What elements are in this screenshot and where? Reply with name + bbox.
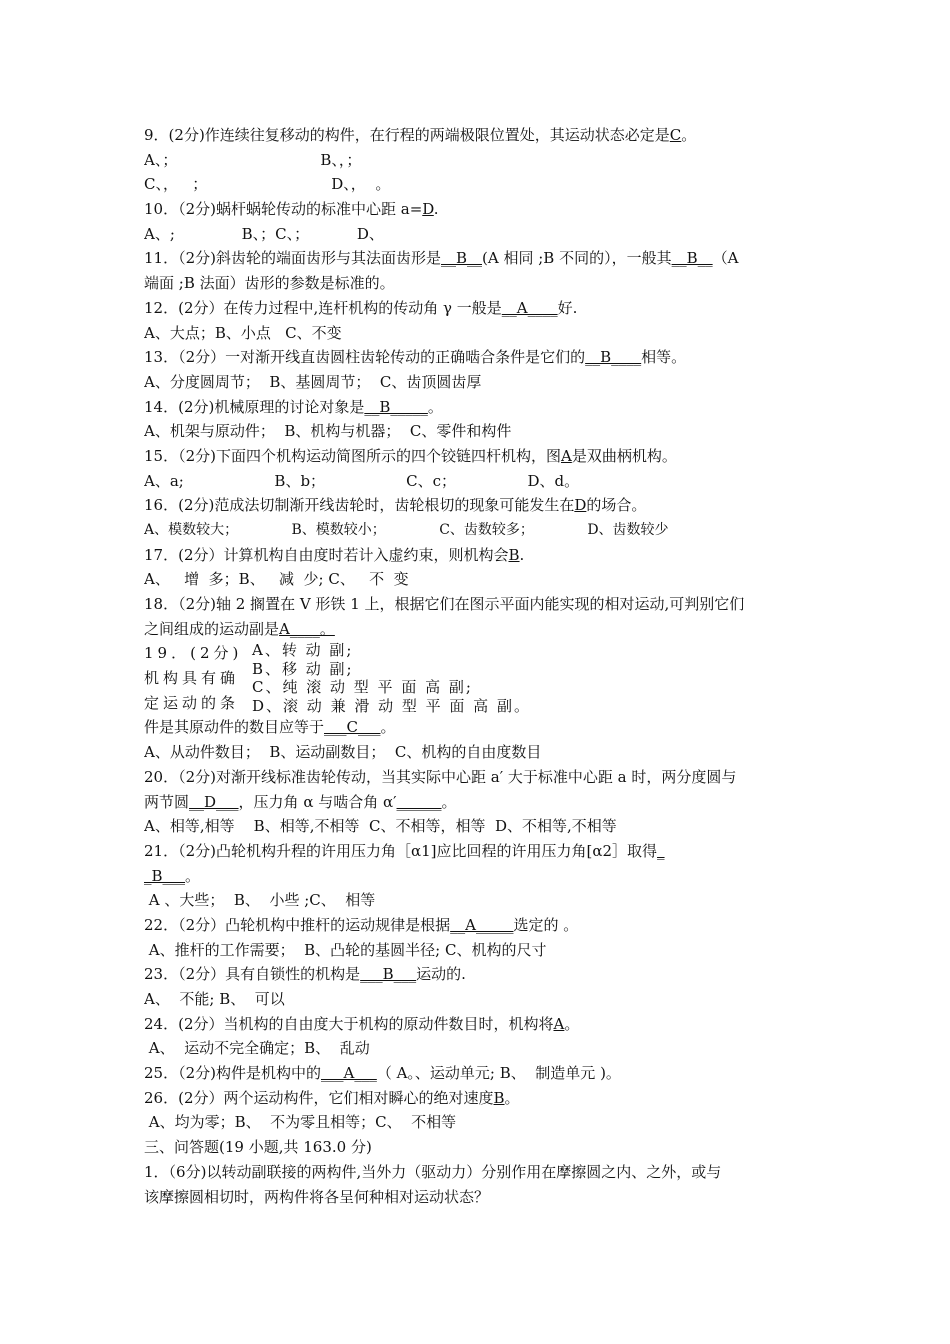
q20-text-cont — [144, 790, 814, 815]
q19-answer: ___C___ — [324, 718, 381, 737]
q19-end: 。 — [380, 718, 396, 737]
q12-stem: 12．(2分）在传力过程中,连杆机构的传动角 γ 一般是 — [144, 298, 502, 317]
q26-options: A、均为零；B、 不为零且相等；C、 不相等 — [144, 1113, 457, 1132]
q18-text: 18．（2分)轴 2 搁置在 V 形铁 1 上，根据它们在图示平面内能实现的相对运动,可判别它们 — [144, 595, 745, 614]
q11-mid: (A 相同 ;B 不同的），一般其 — [482, 249, 672, 268]
q25-answer: ___A___ — [320, 1064, 377, 1083]
q19-text-cont — [144, 715, 814, 740]
q21-options: A 、大些； B、 小些 ;C、 相等 — [144, 891, 376, 910]
q21-blank-start: _ — [657, 841, 665, 860]
q18-text-cont — [144, 617, 814, 642]
q11-end: （A — [712, 249, 739, 268]
q23-text — [144, 962, 814, 987]
q11-answer-1: __B__ — [440, 249, 483, 268]
q20-mid: ，压力角 α 与啮合角 α′ — [238, 792, 397, 811]
q13-stem: 13．（2分）一对渐开线直齿圆柱齿轮传动的正确啮合条件是它们的 — [144, 348, 586, 367]
q21-text-cont — [144, 864, 814, 889]
q25-text — [144, 1061, 814, 1086]
q9-answer: C — [669, 126, 682, 144]
document-page — [144, 123, 814, 1209]
q12-answer: __A____ — [501, 298, 558, 317]
q25-end: （ A。、运动单元; B、 制造单元 )。 — [376, 1064, 621, 1083]
q11-stem: 11．（2分)斜齿轮的端面齿形与其法面齿形是 — [144, 249, 441, 268]
q25-stem: 25．（2分)构件是机构中的 — [144, 1064, 321, 1083]
q20-answer-1: __D___ — [189, 792, 239, 811]
q11-text — [144, 246, 814, 271]
q12-end: 好. — [557, 298, 578, 317]
q13-answer: __B____ — [585, 348, 642, 367]
q22-answer: __A_____ — [450, 915, 514, 934]
q14-stem: 14．(2分)机械原理的讨论对象是 — [144, 397, 365, 416]
section-heading: 三、问答题(19 小题,共 163.0 分) — [144, 1138, 372, 1157]
q19-block — [144, 641, 814, 715]
q15-text — [144, 444, 814, 469]
q15-options: A、a; B、b； C、c； D、d。 — [144, 471, 580, 490]
q13-end: 相等。 — [641, 348, 687, 367]
q18-answer: A____。 — [279, 619, 335, 638]
q9-options-1: A、； B、，； — [144, 150, 362, 169]
q19-answer-options: A、从动件数目； B、运动副数目； C、机构的自由度数目 — [144, 743, 542, 762]
q16-answer: D — [574, 496, 587, 515]
q9-end: 。 — [681, 126, 697, 144]
q13-options: A、分度圆周节； B、基圆周节； C、齿顶圆齿厚 — [144, 372, 482, 391]
q23-options: A、 不能; B、 可以 — [144, 990, 285, 1008]
q22-options: A、推杆的工作需要； B、凸轮的基圆半径; C、机构的尺寸 — [144, 940, 547, 959]
q10-text — [144, 197, 814, 222]
q10-end: . — [433, 200, 439, 219]
q17-stem: 17．(2分）计算机构自由度时若计入虚约束，则机构会 — [144, 545, 509, 564]
q23-answer: ___B___ — [360, 965, 417, 984]
q20-end: 。 — [441, 792, 457, 811]
q12-options: A、大点；B、小点 C、不变 — [144, 323, 342, 342]
q15-end: 是双曲柄机构。 — [571, 446, 677, 465]
q14-answer: __B_____ — [364, 397, 428, 416]
q13-text — [144, 345, 814, 370]
q23-stem: 23．（2分）具有自锁性的机构是 — [144, 965, 361, 984]
q19-options: A、转 动 副; B、移 动 副; C、纯 滚 动 型 平 面 高 副; D、滚 动 兼 滑 动 型 平 面 高 副。 — [252, 641, 531, 715]
q21-stem: 21．（2分)凸轮机构升程的许用压力角［α1]应比回程的许用压力角[α2］取得 — [144, 841, 658, 860]
q14-text — [144, 395, 814, 420]
q26-stem: 26．(2分）两个运动构件，它们相对瞬心的绝对速度 — [144, 1088, 494, 1107]
q21-text — [144, 839, 814, 864]
q18-stem: 之间组成的运动副是 — [144, 619, 280, 638]
qa1-text: 1．（6分)以转动副联接的两构件,当外力（驱动力）分别作用在摩擦圆之内、之外，或与 — [144, 1162, 722, 1181]
q22-stem: 22．（2分）凸轮机构中推杆的运动规律是根据 — [144, 915, 451, 934]
q10-options: A、; B、；C、； D、 — [144, 224, 384, 243]
q16-options: A、模数较大； B、模数较小； C、齿数较多； D、齿数较少 — [144, 522, 669, 538]
q22-text — [144, 913, 814, 938]
q9-stem: 9．(2分)作连续往复移动的构件，在行程的两端极限位置处，其运动状态必定是 — [144, 126, 670, 144]
q10-answer: D — [422, 200, 434, 219]
q24-answer: A — [553, 1014, 565, 1033]
q11-text-cont: 端面 ;B 法面）齿形的参数是标准的。 — [144, 274, 395, 293]
q20-stem: 两节圆 — [144, 792, 190, 811]
q16-stem: 16．(2分)范成法切制渐开线齿轮时，齿轮根切的现象可能发生在 — [144, 496, 575, 515]
q24-text — [144, 1012, 814, 1037]
q19-stem: 19．(2分)机构具有确定运动的条 — [144, 644, 243, 712]
q17-text — [144, 543, 814, 568]
q16-end: 的场合。 — [586, 496, 647, 515]
q16-text — [144, 493, 814, 518]
q22-end: 选定的 。 — [513, 915, 579, 934]
q23-end: 运动的. — [416, 965, 466, 984]
q21-end: 。 — [185, 866, 201, 885]
q20-text: 20．（2分)对渐开线标准齿轮传动，当其实际中心距 a′ 大于标准中心距 a 时，两分度圆与 — [144, 767, 737, 786]
q20-options: A、相等,相等 B、相等,不相等 C、不相等，相等 D、不相等,不相等 — [144, 817, 617, 836]
q20-answer-2: ______ — [396, 792, 442, 811]
q10-stem: 10．（2分)蜗杆蜗轮传动的标准中心距 a= — [144, 200, 423, 219]
q17-end: . — [519, 545, 525, 564]
q26-end: 。 — [504, 1088, 520, 1107]
q14-end: 。 — [427, 397, 443, 416]
qa1-text-cont: 该摩擦圆相切时，两构件将各呈何种相对运动状态？ — [144, 1187, 490, 1206]
q24-end: 。 — [564, 1014, 580, 1033]
q12-text — [144, 296, 814, 321]
q24-stem: 24．(2分）当机构的自由度大于机构的原动件数目时，机构将 — [144, 1014, 554, 1033]
q21-answer: _B___ — [144, 866, 186, 885]
q26-text — [144, 1086, 814, 1111]
q17-options: A、 增 多；B、 减 少; C、 不 变 — [144, 570, 409, 589]
q24-options: A、 运动不完全确定；B、 乱动 — [144, 1039, 370, 1058]
q26-answer: B — [493, 1088, 505, 1107]
q9-text — [144, 123, 814, 148]
q17-answer: B — [508, 545, 520, 564]
q14-options: A、机架与原动件； B、机构与机器； C、零件和构件 — [144, 422, 512, 441]
q11-answer-2: __B__ — [671, 249, 713, 268]
q19-stem-cont: 件是其原动件的数目应等于 — [144, 718, 325, 737]
q15-stem: 15．（2分)下面四个机构运动简图所示的四个铰链四杆机构，图 — [144, 446, 561, 465]
q9-options-2: C、， ； D、， 。 — [144, 175, 391, 194]
q15-answer: A — [561, 446, 572, 465]
